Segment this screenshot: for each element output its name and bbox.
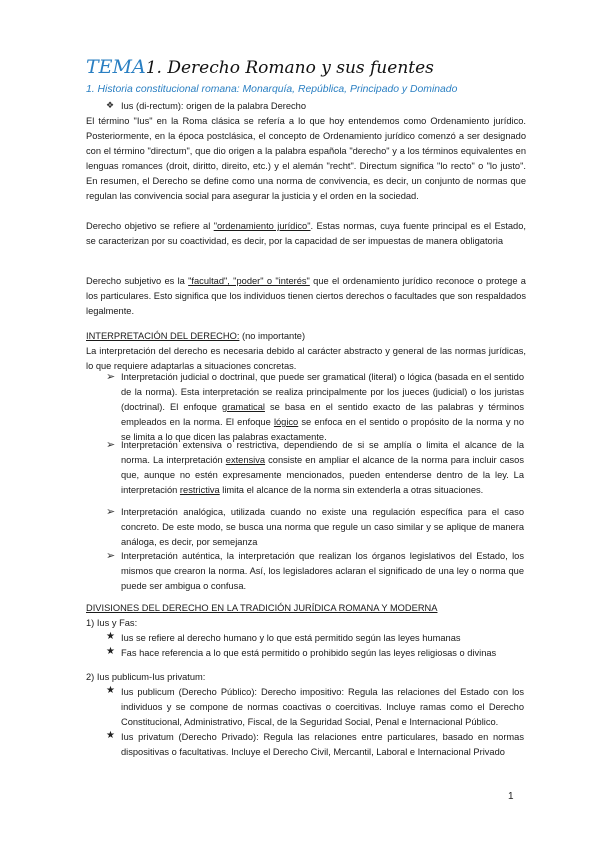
star-bullet-icon: ★ — [106, 685, 115, 696]
derecho-subjetivo-paragraph — [86, 274, 526, 319]
interpretacion-item-extensiva — [121, 438, 524, 498]
item2-text-a: Interpretación extensiva o restrictiva, dependiendo de si se amplía o limita el alcance de la norma. La interpretación — [121, 440, 524, 465]
item1-underline-gramatical: gramatical — [222, 402, 265, 412]
diamond-bullet-icon: ❖ — [106, 100, 115, 110]
item1-text-c: se enfoca en el sentido o propósito de la norma y no se limita a lo que dicen las palabras exactamente. — [121, 417, 524, 442]
interpretacion-heading: INTERPRETACIÓN DEL DERECHO: — [86, 331, 240, 341]
subjetivo-text-a: Derecho subjetivo es la — [86, 276, 189, 286]
interpretacion-note: (no importante) — [239, 331, 306, 341]
section-subtitle: 1. Historia constitucional romana: Monarquía, República, Principado y Dominado — [86, 84, 458, 95]
star-bullet-icon: ★ — [106, 730, 115, 741]
title-accent: TEMA — [86, 56, 146, 78]
arrow-bullet-icon: ➢ — [106, 550, 116, 562]
divisiones-sub-publicum-privatum: 2) Ius publicum-Ius privatum: — [86, 672, 206, 682]
divisiones-sub-ius-fas: 1) Ius y Fas: — [86, 618, 138, 628]
objetivo-text-a: Derecho objetivo se refiere al — [86, 221, 214, 231]
interpretacion-item-analogica: Interpretación analógica, utilizada cuando no existe una regulación específica para el caso concreto. De este modo, se busca una norma que regule un caso similar y se aplique de manera análoga, es decir, por semejanza — [121, 507, 524, 547]
ius-paragraph: El término "Ius" en la Roma clásica se refería a lo que hoy entendemos como Ordenamiento jurídico. Posteriormente, en la época postclásica, el concepto de Ordenamiento jurídico comenzó a ser designado con el término "directum", que dio origen a la palabra española "derecho" y a los términos equivalentes en lenguas romances (droit, diritto, direito, etc.) y el alemán "recht". Directum significa "lo recto" o "lo justo". En resumen, el Derecho se define como una norma de convivencia, es decir, un conjunto de normas que regulan las convivencia social para asegurar la justicia y el orden en la sociedad. — [86, 116, 526, 201]
objetivo-text-b: . Estas normas, cuya fuente principal es el Estado, se caracterizan por su coactividad, es decir, por la capacidad de ser impuestas de manera obligatoria — [86, 221, 526, 246]
ius-fas-item: Fas hace referencia a lo que está permitido o prohibido según las leyes religiosas o divinas — [121, 648, 497, 658]
interpretacion-item-judicial — [121, 370, 524, 445]
arrow-bullet-icon: ➢ — [106, 371, 116, 383]
interpretacion-intro: La interpretación del derecho es necesaria debido al carácter abstracto y general de las normas jurídicas, lo que requiere adaptarlas a situaciones concretas. — [86, 346, 526, 371]
item2-underline-restrictiva: restrictiva — [179, 485, 220, 495]
derecho-objetivo-paragraph — [86, 219, 526, 249]
item1-underline-logico: lógico — [273, 417, 299, 427]
ius-origin-bullet: Ius (di-rectum): origen de la palabra Derecho — [121, 101, 306, 111]
star-bullet-icon: ★ — [106, 646, 115, 657]
arrow-bullet-icon: ➢ — [106, 439, 116, 451]
item2-text-b: consiste en ampliar el alcance de la norma para incluir casos que, aunque no estén expresamente mencionados, pueden entenderse dentro de la ley. La interpretación — [121, 455, 524, 495]
item1-text-b: se basa en el sentido exacto de las palabras y términos empleados en la norma. El enfoque — [121, 402, 524, 427]
subjetivo-underlined-term: "facultad", "poder" o "interés" — [188, 276, 310, 286]
interpretacion-item-autentica: Interpretación auténtica, la interpretación que realizan los órganos legislativos del Estado, los mismos que crearon la norma. Así, los legisladores aclaran el significado de una ley o norma que puede ser ambigua o confusa. — [121, 551, 524, 591]
item2-text-c: limita el alcance de la norma sin extenderla a otras situaciones. — [219, 485, 484, 495]
ius-privatum-item: Ius privatum (Derecho Privado): Regula las relaciones entre particulares, basado en normas dispositivas o facultativas. Incluye el Derecho Civil, Mercantil, Laboral e Internacional Privado — [121, 732, 524, 757]
ius-fas-item: Ius se refiere al derecho humano y lo que está permitido según las leyes humanas — [121, 633, 461, 643]
objetivo-underlined-term: "ordenamiento jurídico" — [213, 221, 311, 231]
arrow-bullet-icon: ➢ — [106, 506, 116, 518]
divisiones-heading: DIVISIONES DEL DERECHO EN LA TRADICIÓN JURÍDICA ROMANA Y MODERNA — [86, 603, 438, 613]
document-title — [86, 56, 434, 78]
star-bullet-icon: ★ — [106, 631, 115, 642]
interpretacion-heading-line — [86, 329, 305, 344]
ius-publicum-item: Ius publicum (Derecho Público): Derecho impositivo: Regula las relaciones del Estado con los individuos y se compone de normas coactivas o coercitivas. Incluye ramas como el Derecho Constitucional, Administrativo, Fiscal, de la Seguridad Social, Penal e Internacional Público. — [121, 687, 524, 727]
item2-underline-extensiva: extensiva — [225, 455, 266, 465]
title-rest: 1. Derecho Romano y sus fuentes — [145, 58, 434, 78]
page-number: 1 — [508, 791, 514, 802]
subjetivo-text-b: que el ordenamiento jurídico reconoce o protege a los particulares. Esto significa que los individuos tienen ciertos derechos o facultades que son respaldados legalmente. — [86, 276, 526, 316]
item1-text-a: Interpretación judicial o doctrinal, que puede ser gramatical (literal) o lógica (basada en el sentido de la norma). Esta interpretación se realiza principalmente por los jueces (judicial) o los juristas (doctrinal). El enfoque — [121, 372, 524, 412]
